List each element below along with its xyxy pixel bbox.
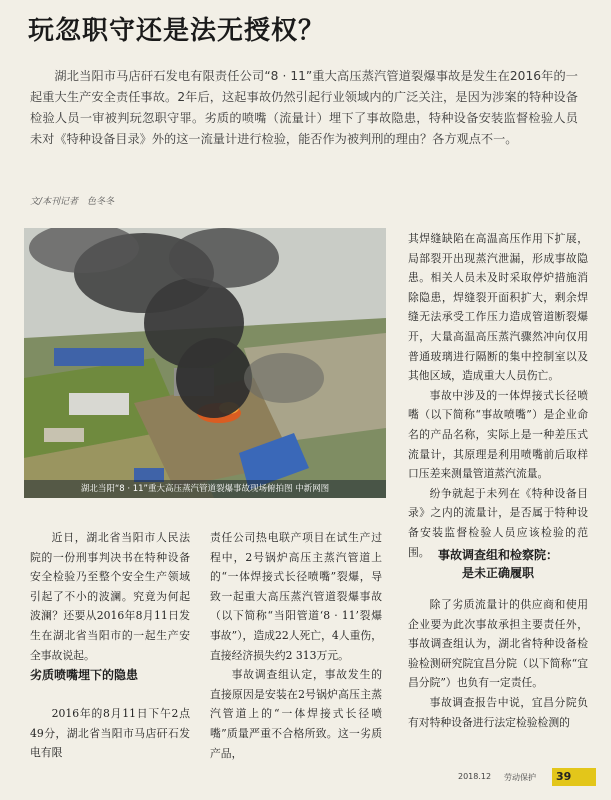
issue-date: 2018.12 xyxy=(458,772,492,781)
photo-caption: 湖北当阳“8 · 11”重大高压蒸汽管道裂爆事故现场俯拍图 中新网图 xyxy=(24,480,386,498)
accident-photo xyxy=(24,228,386,498)
paragraph: 其焊缝缺陷在高温高压作用下扩展，局部裂开出现蒸汽泄漏，形成事故隐患。相关人员未及时采取停炉措施消除隐患，焊缝裂开面积扩大，剩余焊缝无法承受工作压力造成管道断裂爆开，大量高温高压蒸汽骤然冲向仅用普通玻璃进行隔断的集中控制室以及其他区域，造成重大人员伤亡。 xyxy=(408,232,588,383)
lead-paragraph: 湖北当阳市马店矸石发电有限责任公司“8 · 11”重大高压蒸汽管道裂爆事故是发生在2016年的一起重大生产安全责任事故。2年后，这起事故仍然引起行业领域内的广泛关注，是因为涉案的特种设备检验人员一审被判玩忽职守罪。劣质的喷嘴（流量计）埋下了事故隐患，特种设备安装监督检验人员未对《特种设备目录》外的这一流量计进行检验，能否作为被判刑的理由？各方观点不一。 xyxy=(30,69,578,146)
subhead-line: 事故调查组和检察院： xyxy=(437,548,558,562)
paragraph: 纷争就起于未列在《特种设备目录》之内的流量计，是否属于特种设备安装监督检验人员应该检验的范围。 xyxy=(408,486,588,559)
paragraph: 责任公司热电联产项目在试生产过程中，2号锅炉高压主蒸汽管道上的“一体焊接式长径喷嘴”裂爆，导致一起重大高压蒸汽管道裂爆事故（以下简称“当阳管道‘8 · 11’裂爆事故”），造成22人死亡，4人重伤，直接经济损失约2 313万元。 xyxy=(210,531,382,662)
page-number: 39 xyxy=(552,768,596,786)
left-column xyxy=(30,528,190,665)
magazine-name: 劳动保护 xyxy=(504,773,536,782)
accident-photo-illustration xyxy=(24,228,386,498)
headline: 玩忽职守还是法无授权？ xyxy=(28,16,326,46)
paragraph: 事故调查组认定，事故发生的直接原因是安装在2号锅炉高压主蒸汽管道上的“一体焊接式长径喷嘴”质量严重不合格所致。这一劣质产品， xyxy=(210,668,382,760)
byline: 文/本刊记者 色冬冬 xyxy=(30,197,115,207)
subhead-investigation xyxy=(408,546,588,582)
paragraph: 除了劣质流量计的供应商和使用企业要为此次事故承担主要责任外，事故调查组认为，湖北省特种设备检验检测研究院宜昌分院（以下简称“宜昌分院”）也负有一定责任。 xyxy=(408,598,588,690)
paragraph: 2016年的8月11日下午2点49分，湖北省当阳市马店矸石发电有限 xyxy=(30,707,190,760)
middle-column xyxy=(210,528,382,763)
paragraph: 事故中涉及的一体焊接式长径喷嘴（以下简称“事故喷嘴”）是企业命名的产品名称，实际上是一种差压式流量计，其原理是利用喷嘴前后取样口压差来测量管道蒸汽流量。 xyxy=(408,388,588,481)
subhead-line: 是未正确履职 xyxy=(461,566,534,580)
right-column-bottom xyxy=(408,595,588,732)
subhead-hidden-danger: 劣质喷嘴埋下的隐患 xyxy=(30,668,139,682)
page-footer xyxy=(440,768,600,786)
left-column-bottom xyxy=(30,704,190,763)
paragraph: 近日，湖北省当阳市人民法院的一份刑事判决书在特种设备安全检验乃至整个安全生产领域引起了不小的波澜。究竟为何起波澜？还要从2016年8月11日发生在湖北省当阳市的一起生产安全事故说起。 xyxy=(30,531,190,662)
paragraph: 事故调查报告中说，宜昌分院负有对特种设备进行法定检验检测的 xyxy=(408,695,588,729)
right-column-top xyxy=(408,229,588,562)
